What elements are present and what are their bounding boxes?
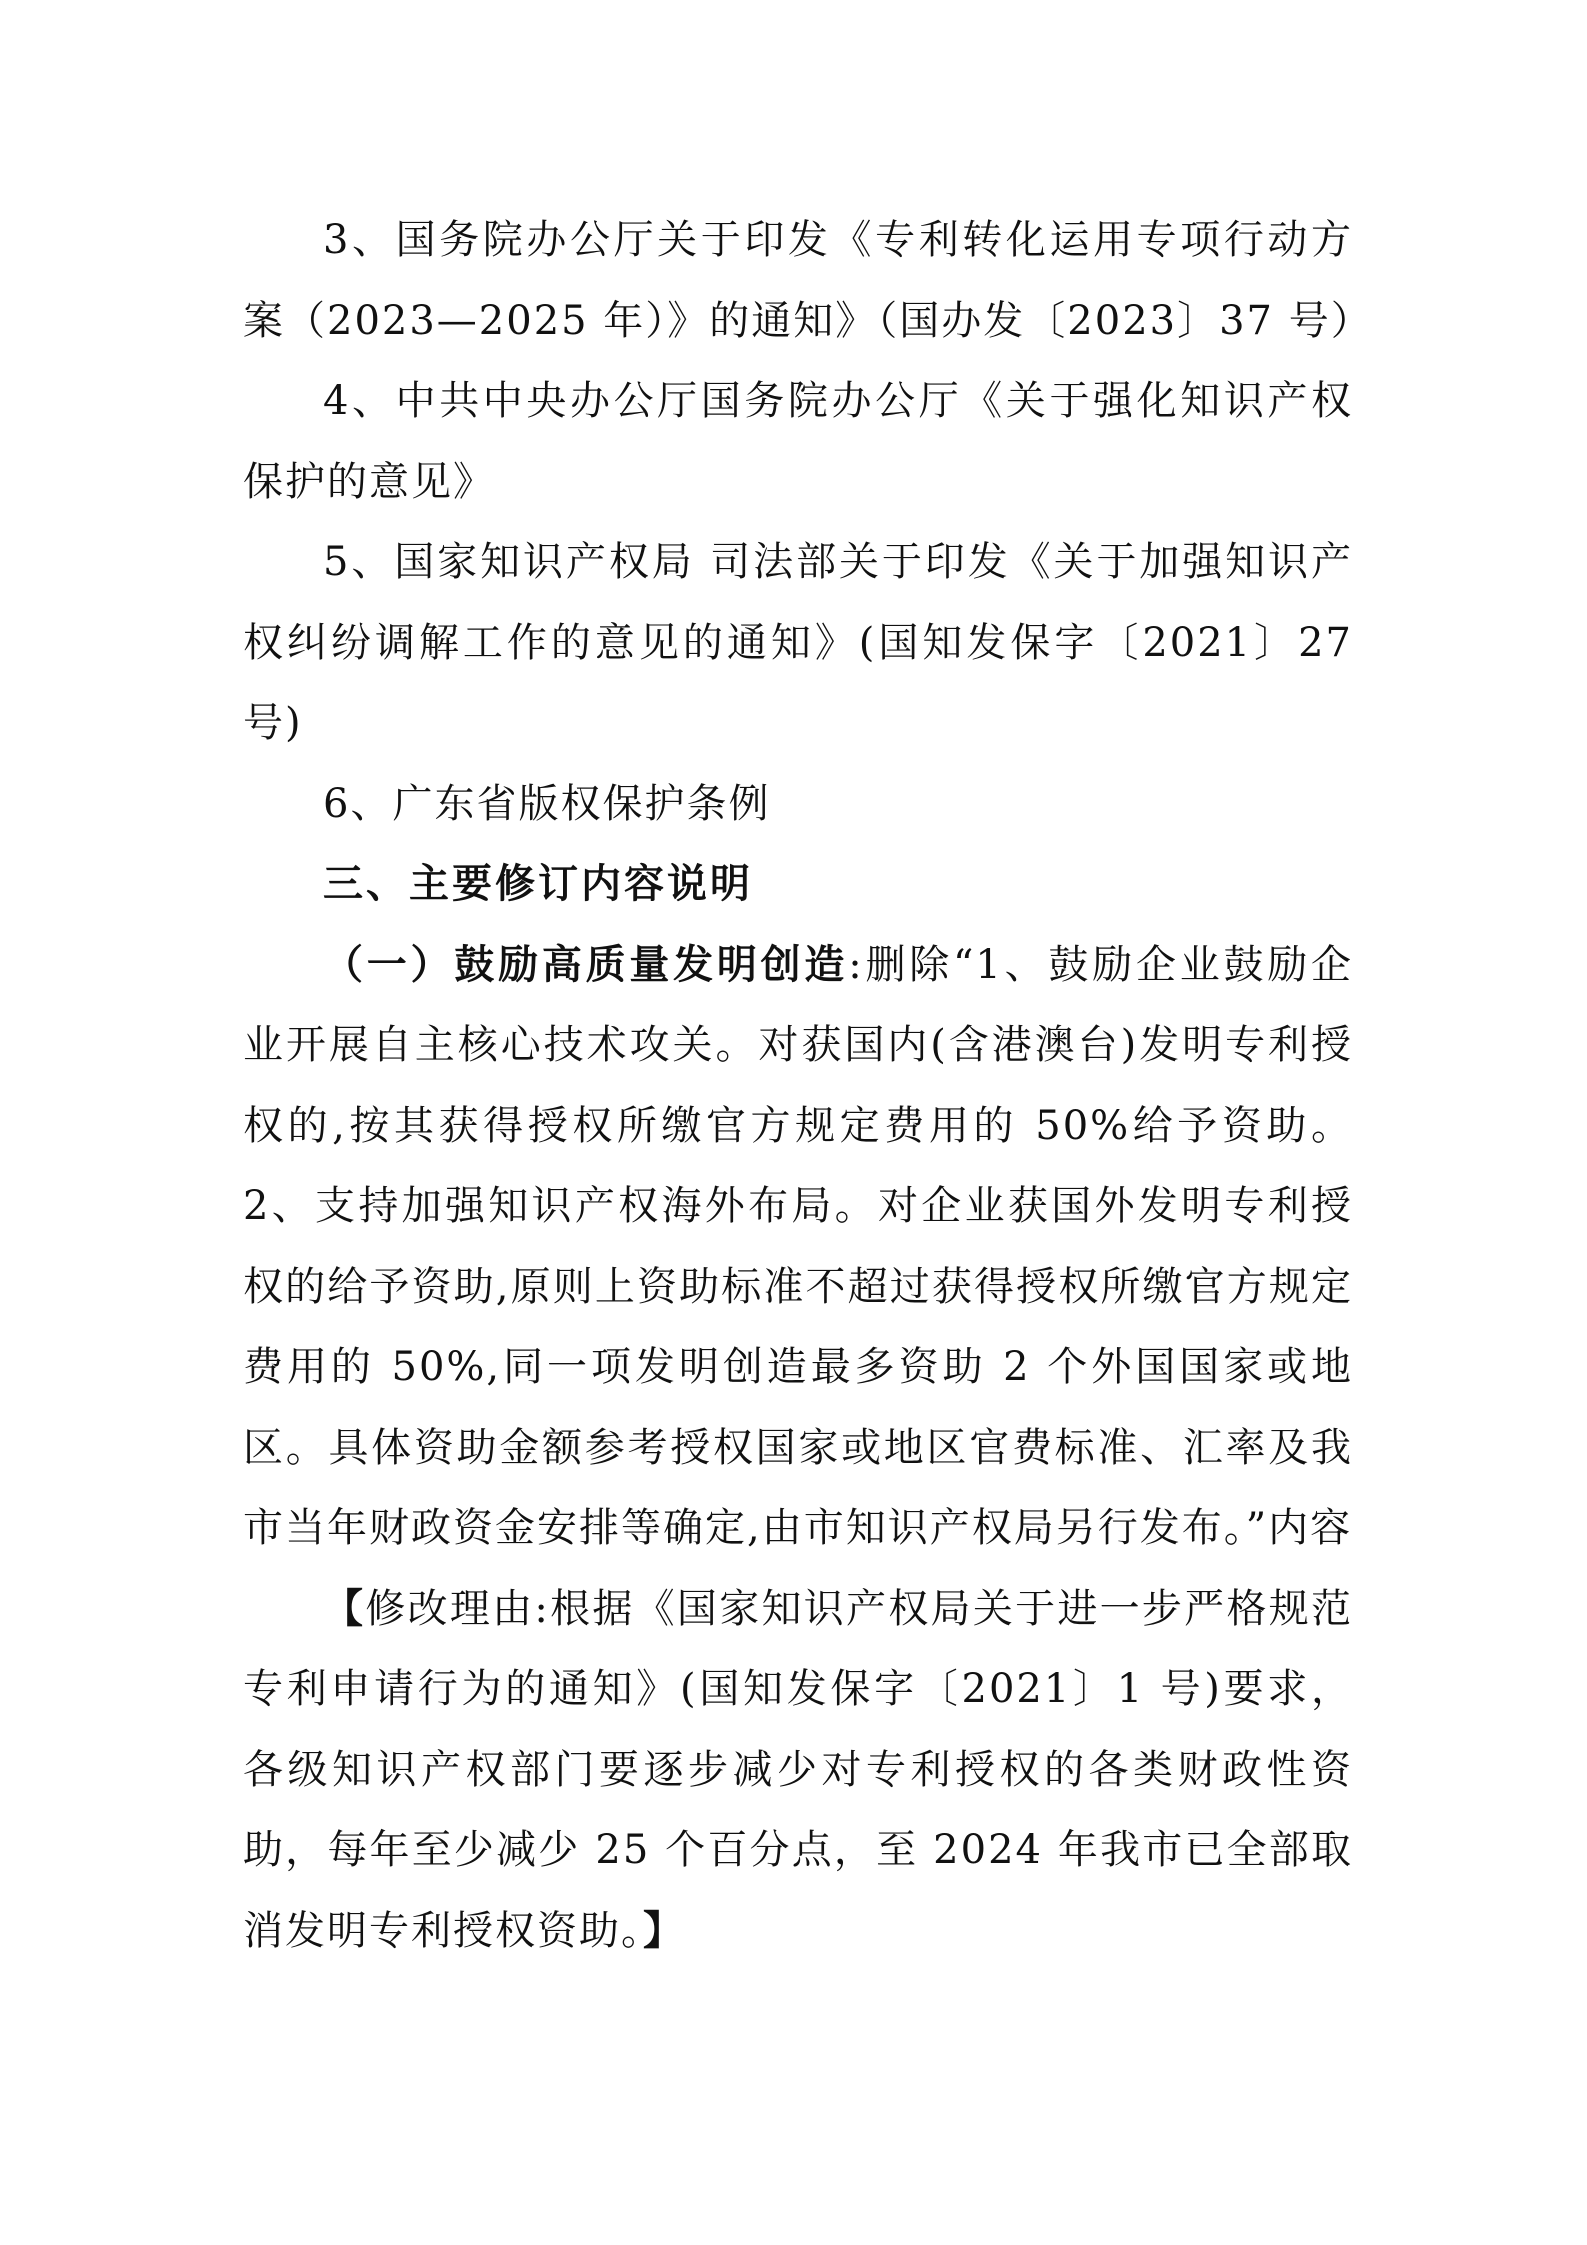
- revision-item-1-title: （一）鼓励高质量发明创造: [323, 941, 849, 988]
- reason-open-bracket: 【: [323, 1585, 366, 1632]
- reference-item-4: 4、中共中央办公厅国务院办公厅《关于强化知识产权保护的意见》: [243, 378, 1353, 505]
- revision-item-1-body: :删除“1、鼓励企业鼓励企业开展自主核心技术攻关。对获国内(含港澳台)发明专利授权的,按其获得授权所缴官方规定费用的 50%给予资助。2、支持加强知识产权海外布局。对企业获国外发明专利授权的给予资助,原则上资助标准不超过获得授权所缴官方规定费用的 50%,同一项发明创造最多资助 2 个外国国家或地区。具体资助金额参考授权国家或地区官费标准、汇率及我市当年财政资金安排等确定,由市知识产权局另行发布。”内容: [243, 941, 1354, 1551]
- document-body: [243, 200, 1373, 1971]
- reason-body: 修改理由:根据《国家知识产权局关于进一步严格规范专利申请行为的通知》(国知发保字〔2021〕1 号)要求，各级知识产权部门要逐步减少对专利授权的各类财政性资助，每年至少减少 25 个百分点，至 2024 年我市已全部取消发明专利授权资助。: [243, 1585, 1354, 1954]
- reference-item-5: 5、国家知识产权局 司法部关于印发《关于加强知识产权纠纷调解工作的意见的通知》(国知发保字〔2021〕27 号): [243, 539, 1353, 746]
- revision-item-1: [243, 925, 1353, 1569]
- reason-close-bracket: 】: [643, 1907, 685, 1954]
- reference-item-3: 3、国务院办公厅关于印发《专利转化运用专项行动方案（2023—2025 年）》的通知》（国办发〔2023〕37 号）: [243, 217, 1373, 344]
- revision-reason: [243, 1569, 1353, 1972]
- section-heading: 三、主要修订内容说明: [323, 861, 753, 907]
- reference-item-6: 6、广东省版权保护条例: [323, 780, 771, 827]
